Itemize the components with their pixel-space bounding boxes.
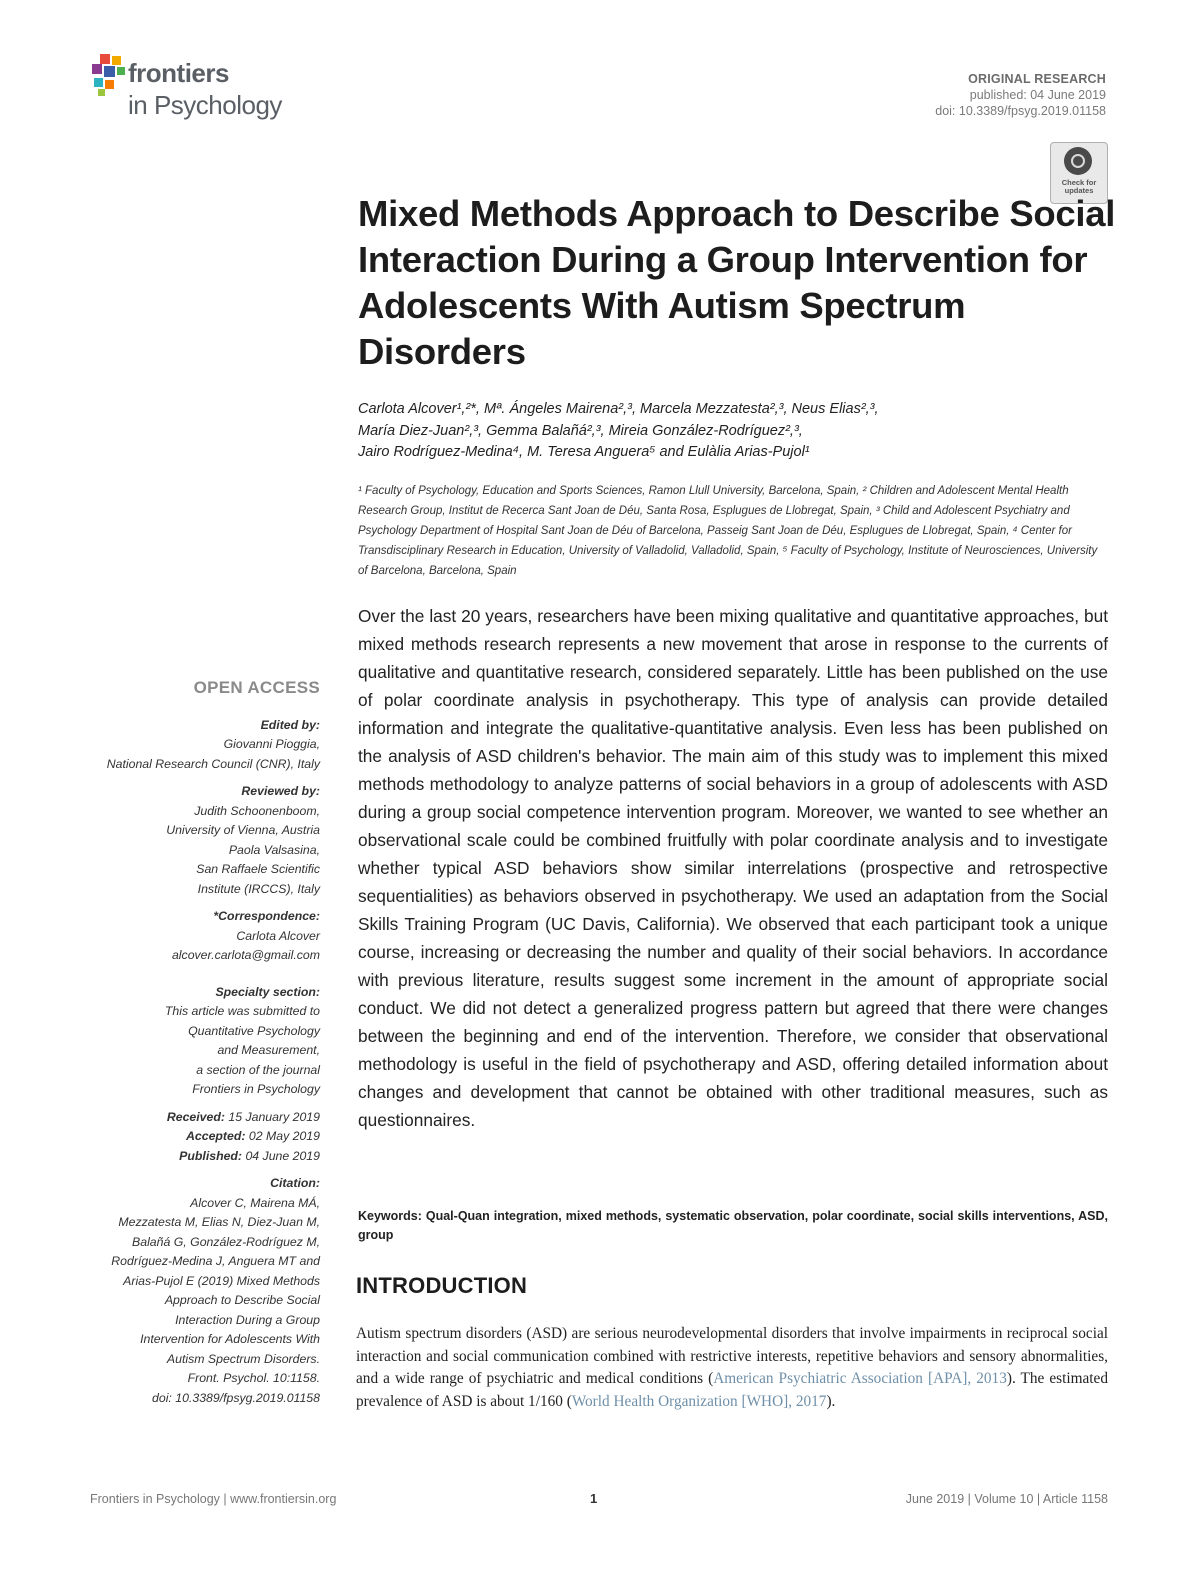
citation-line: Balañá G, González-Rodríguez M,	[132, 1234, 320, 1249]
citation-label: Citation:	[270, 1176, 320, 1190]
journal-name: in Psychology	[128, 90, 282, 120]
citation-line: Rodríguez-Medina J, Anguera MT and	[111, 1254, 320, 1268]
citation-link[interactable]: World Health Organization [WHO], 2017	[571, 1392, 827, 1410]
citation-line: Approach to Describe Social	[164, 1293, 320, 1307]
section-heading-introduction: INTRODUCTION	[356, 1273, 528, 1298]
article-meta	[935, 71, 1106, 119]
citation-link[interactable]: American Psychiatric Association [APA], 2013	[713, 1370, 1007, 1387]
updates-icon	[1064, 147, 1092, 175]
intro-text: Autism spectrum disorders (ASD) are serious neurodevelopmental disorders that involve impairments in reciprocal social interaction and social communication combined with restrictive interests, repetitive behaviors and sensory abnormalities, and a wide range of psychiatric and medical conditions (	[356, 1325, 1108, 1387]
article-dates	[80, 1108, 320, 1167]
journal-logo	[90, 50, 320, 130]
reviewer-line: Judith Schoonenboom,	[194, 803, 320, 818]
abstract: Over the last 20 years, researchers have been mixing qualitative and quantitative approaches, but mixed methods research represents a new movement that arose in response to the currents of qualitative and quantitative research, considered separately. Little has been published on the use of polar coordinate analysis in psychotherapy. This type of analysis can provide detailed information and integrate the qualitative-quantitative analysis. Even less has been published on the analysis of ASD children's behavior. The main aim of this study was to implement this mixed methods methodology to analyze patterns of social behaviors in a group of adolescents with ASD during a group social competence intervention program. Moreover, we wanted to see whether an observational scale could be combined fruitfully with polar coordinate analysis and to investigate whether typical ASD behaviors show similar interrelations (prospective and retrospective sequentialities) as behaviors observed in psychotherapy. We used an adaptation from the Social Skills Training Program (UC Davis, California). We observed that each participant took a unique course, increasing or decreasing the number and quality of their social behaviors. In accordance with previous literature, results suggest some increment in the amount of appropriate social conduct. We did not detect a generalized progress pattern but agreed that there were changes between the beginning and end of the intervention. Therefore, we consider that observational methodology is useful in the field of psychotherapy and ASD, offering detailed information about changes and development that cannot be obtained with other traditional measures, such as questionnaires.	[358, 606, 1108, 1130]
intro-text: ).	[826, 1392, 836, 1410]
editor-line: Giovanni Pioggia,	[223, 737, 320, 751]
citation-line: Autism Spectrum Disorders.	[166, 1351, 320, 1366]
citation-line: Arias-Pujol E (2019) Mixed Methods	[123, 1273, 320, 1288]
reviewed-by-label: Reviewed by:	[241, 784, 320, 798]
author-line: María Diez-Juan²,³, Gemma Balañá²,³, Mireia González-Rodríguez²,³,	[358, 422, 803, 439]
published-date-sidebar: Published: 04 June 2019	[179, 1148, 320, 1163]
received-date: Received: 15 January 2019	[166, 1109, 320, 1124]
editor-line: National Research Council (CNR), Italy	[106, 756, 320, 771]
correspondence-label: *Correspondence:	[213, 909, 320, 923]
edited-by-label: Edited by:	[260, 717, 320, 732]
citation-line: Mezzatesta M, Elias N, Diez-Juan M,	[118, 1215, 320, 1229]
correspondence-name: Carlota Alcover	[236, 928, 320, 943]
introduction-paragraph	[356, 1323, 1108, 1413]
specialty-line: a section of the journal	[196, 1062, 320, 1077]
author-line: Carlota Alcover¹,²*, Mª. Ángeles Mairena²,³, Marcela Mezzatesta²,³, Neus Elias²,³,	[358, 401, 879, 417]
keywords	[358, 1207, 1108, 1245]
footer-issue: June 2019 | Volume 10 | Article 1158	[905, 1492, 1108, 1506]
page-number: 1	[590, 1491, 598, 1506]
reviewer-line: University of Vienna, Austria	[166, 823, 320, 837]
article-type: ORIGINAL RESEARCH	[968, 72, 1106, 86]
specialty-line: This article was submitted to	[164, 1004, 320, 1018]
article-title: Mixed Methods Approach to Describe Social Interaction During a Group Intervention for Adolescents With Autism Spectrum Disorders	[358, 193, 1116, 372]
open-access-label: OPEN ACCESS	[193, 678, 320, 697]
author-list	[358, 399, 1118, 464]
citation-line: Alcover C, Mairena MÁ,	[190, 1195, 320, 1210]
doi-link[interactable]: doi: 10.3389/fpsyg.2019.01158	[935, 104, 1106, 118]
published-date: published: 04 June 2019	[969, 88, 1106, 102]
citation-doi[interactable]: doi: 10.3389/fpsyg.2019.01158	[152, 1390, 320, 1405]
article-sidebar	[80, 678, 320, 1408]
accepted-date: Accepted: 02 May 2019	[186, 1129, 320, 1143]
specialty-section-label: Specialty section:	[215, 984, 320, 999]
footer-journal: Frontiers in Psychology | www.frontiersin.org	[90, 1492, 337, 1506]
reviewer-line: San Raffaele Scientific	[196, 862, 320, 876]
citation-line: Interaction During a Group	[175, 1312, 320, 1327]
reviewer-line: Institute (IRCCS), Italy	[197, 881, 320, 896]
specialty-line: Quantitative Psychology	[188, 1023, 320, 1038]
citation-line: Intervention for Adolescents With	[140, 1332, 320, 1346]
badge-label: Check for updates	[1061, 178, 1097, 195]
citation-line: Front. Psychol. 10:1158.	[187, 1371, 320, 1385]
keywords-text: Qual-Quan integration, mixed methods, systematic observation, polar coordinate, social skills interventions, ASD, group	[358, 1209, 1108, 1242]
specialty-line: Frontiers in Psychology	[192, 1082, 320, 1096]
affiliations: ¹ Faculty of Psychology, Education and Sports Sciences, Ramon Llull University, Barcelona, Spain, ² Children and Adolescent Mental Health Research Group, Institut de Recerca Sant Joan de Déu, Santa Rosa, Esplugues de Llobregat, Spain, ³ Child and Adolescent Psychiatry and Psychology Department of Hospital Sant Joan de Déu of Barcelona, Passeig Sant Joan de Déu, Esplugues de Llobregat, Spain, ⁴ Center for Transdisciplinary Research in Education, University of Valladolid, Valladolid, Spain, ⁵ Faculty of Psychology, Institute of Neurosciences, University of Barcelona, Barcelona, Spain	[358, 485, 1098, 577]
frontiers-logo-icon	[90, 52, 130, 96]
correspondence-email[interactable]: alcover.carlota@gmail.com	[171, 948, 320, 962]
author-line: Jairo Rodríguez-Medina⁴, M. Teresa Anguera⁵ and Eulàlia Arias-Pujol¹	[358, 444, 810, 460]
reviewer-line: Paola Valsasina,	[228, 842, 320, 857]
keywords-label: Keywords:	[358, 1209, 422, 1223]
journal-brand: frontiers	[128, 58, 229, 88]
intro-text: ). The estimated prevalence of ASD is about 1/160 (	[356, 1370, 1108, 1410]
specialty-line: and Measurement,	[217, 1043, 320, 1057]
